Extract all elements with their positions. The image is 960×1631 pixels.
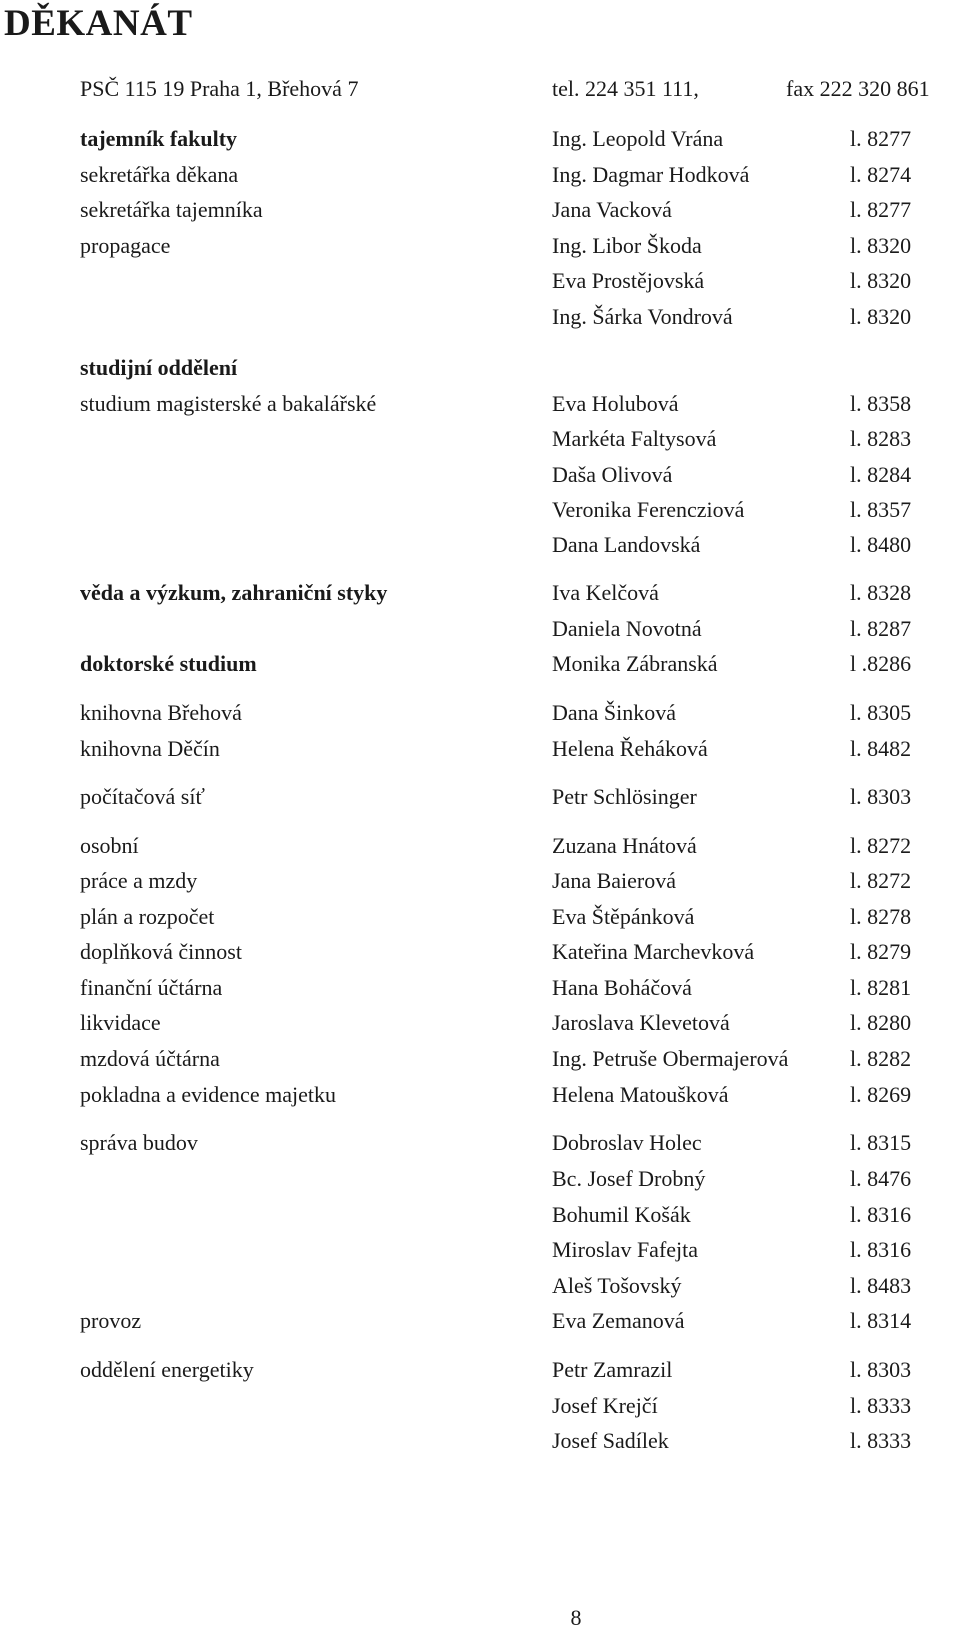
phone-extension: l .8286 bbox=[850, 651, 912, 676]
staff-name: Hana Boháčová bbox=[552, 975, 692, 1000]
page-number: 8 bbox=[570, 1605, 582, 1630]
department-label: studium magisterské a bakalářské bbox=[80, 391, 377, 416]
staff-name: Petr Zamrazil bbox=[552, 1357, 673, 1382]
phone-extension: l. 8280 bbox=[850, 1010, 912, 1035]
department-label: pokladna a evidence majetku bbox=[80, 1082, 336, 1107]
phone-extension: l. 8278 bbox=[850, 904, 912, 929]
directory-row bbox=[0, 1200, 960, 1230]
directory-row bbox=[0, 495, 960, 525]
phone-extension: l. 8482 bbox=[850, 736, 912, 761]
staff-name: Ing. Libor Škoda bbox=[552, 233, 702, 258]
staff-name: Dana Šinková bbox=[552, 700, 677, 725]
department-label: tajemník fakulty bbox=[80, 126, 238, 151]
directory-row bbox=[0, 530, 960, 560]
directory-row bbox=[0, 389, 960, 419]
directory-row bbox=[0, 1044, 960, 1074]
address-street: PSČ 115 19 Praha 1, Břehová 7 bbox=[80, 76, 359, 101]
department-label: plán a rozpočet bbox=[80, 904, 215, 929]
directory-row bbox=[0, 424, 960, 454]
staff-name: Dana Landovská bbox=[552, 532, 701, 557]
staff-name: Jaroslava Klevetová bbox=[552, 1010, 730, 1035]
staff-name: Josef Sadílek bbox=[552, 1428, 669, 1453]
directory-row bbox=[0, 1235, 960, 1265]
staff-name: Eva Prostějovská bbox=[552, 268, 705, 293]
staff-name: Daša Olivová bbox=[552, 462, 673, 487]
phone-extension: l. 8277 bbox=[850, 197, 912, 222]
directory-row bbox=[0, 1271, 960, 1301]
phone-extension: l. 8274 bbox=[850, 162, 912, 187]
directory-row bbox=[0, 973, 960, 1003]
phone-extension: l. 8281 bbox=[850, 975, 912, 1000]
phone-extension: l. 8320 bbox=[850, 233, 912, 258]
staff-name: Bohumil Košák bbox=[552, 1202, 691, 1227]
directory-row bbox=[0, 1008, 960, 1038]
directory-row bbox=[0, 1391, 960, 1421]
phone-extension: l. 8480 bbox=[850, 532, 912, 557]
staff-name: Aleš Tošovský bbox=[552, 1273, 682, 1298]
directory-row bbox=[0, 353, 960, 383]
directory-row bbox=[0, 1355, 960, 1385]
directory-row bbox=[0, 937, 960, 967]
staff-name: Dobroslav Holec bbox=[552, 1130, 702, 1155]
staff-name: Monika Zábranská bbox=[552, 651, 718, 676]
department-label: knihovna Břehová bbox=[80, 700, 242, 725]
department-label: osobní bbox=[80, 833, 139, 858]
directory-row bbox=[0, 831, 960, 861]
staff-name: Zuzana Hnátová bbox=[552, 833, 697, 858]
directory-row bbox=[0, 231, 960, 261]
staff-name: Markéta Faltysová bbox=[552, 426, 717, 451]
department-label: oddělení energetiky bbox=[80, 1357, 254, 1382]
page-title: DĚKANÁT bbox=[4, 3, 193, 44]
staff-name: Jana Baierová bbox=[552, 868, 676, 893]
directory-row bbox=[0, 578, 960, 608]
staff-name: Ing. Leopold Vrána bbox=[552, 126, 724, 151]
staff-name: Eva Holubová bbox=[552, 391, 679, 416]
directory-row bbox=[0, 1306, 960, 1336]
staff-name: Ing. Petruše Obermajerová bbox=[552, 1046, 789, 1071]
staff-name: Eva Zemanová bbox=[552, 1308, 685, 1333]
phone-extension: l. 8272 bbox=[850, 833, 912, 858]
staff-name: Ing. Šárka Vondrová bbox=[552, 304, 733, 329]
staff-name: Helena Řeháková bbox=[552, 736, 708, 761]
phone-extension: l. 8287 bbox=[850, 616, 912, 641]
department-label: sekretářka děkana bbox=[80, 162, 239, 187]
phone-extension: l. 8284 bbox=[850, 462, 912, 487]
phone-extension: l. 8320 bbox=[850, 304, 912, 329]
address-row bbox=[0, 74, 960, 104]
staff-name: Daniela Novotná bbox=[552, 616, 702, 641]
phone-extension: l. 8279 bbox=[850, 939, 912, 964]
directory-row bbox=[0, 160, 960, 190]
department-label: správa budov bbox=[80, 1130, 198, 1155]
staff-name: Miroslav Fafejta bbox=[552, 1237, 699, 1262]
staff-name: Jana Vacková bbox=[552, 197, 672, 222]
directory-row bbox=[0, 649, 960, 679]
phone-extension: l. 8282 bbox=[850, 1046, 912, 1071]
department-label: provoz bbox=[80, 1308, 142, 1333]
directory-row bbox=[0, 902, 960, 932]
department-label: studijní oddělení bbox=[80, 355, 238, 380]
phone-extension: l. 8269 bbox=[850, 1082, 912, 1107]
staff-name: Helena Matoušková bbox=[552, 1082, 729, 1107]
directory-row bbox=[0, 698, 960, 728]
department-label: sekretářka tajemníka bbox=[80, 197, 263, 222]
staff-name: Kateřina Marchevková bbox=[552, 939, 755, 964]
directory-row bbox=[0, 866, 960, 896]
staff-name: Petr Schlösinger bbox=[552, 784, 697, 809]
phone-extension: l. 8333 bbox=[850, 1393, 912, 1418]
directory-row bbox=[0, 302, 960, 332]
department-label: propagace bbox=[80, 233, 171, 258]
phone-extension: l. 8320 bbox=[850, 268, 912, 293]
phone-extension: l. 8476 bbox=[850, 1166, 912, 1191]
phone-extension: l. 8358 bbox=[850, 391, 912, 416]
directory-row bbox=[0, 195, 960, 225]
phone-extension: l. 8314 bbox=[850, 1308, 912, 1333]
directory-row bbox=[0, 266, 960, 296]
department-label: knihovna Děčín bbox=[80, 736, 220, 761]
staff-name: Bc. Josef Drobný bbox=[552, 1166, 706, 1191]
directory-row bbox=[0, 460, 960, 490]
department-label: práce a mzdy bbox=[80, 868, 198, 893]
phone-extension: l. 8316 bbox=[850, 1237, 912, 1262]
staff-name: Eva Štěpánková bbox=[552, 904, 695, 929]
directory-row bbox=[0, 1164, 960, 1194]
phone-extension: l. 8333 bbox=[850, 1428, 912, 1453]
department-label: finanční účtárna bbox=[80, 975, 223, 1000]
phone-extension: l. 8303 bbox=[850, 1357, 912, 1382]
directory-row bbox=[0, 1128, 960, 1158]
address-phone: tel. 224 351 111, bbox=[552, 76, 699, 101]
directory-row bbox=[0, 1426, 960, 1456]
staff-name: Iva Kelčová bbox=[552, 580, 659, 605]
directory-row bbox=[0, 1080, 960, 1110]
phone-extension: l. 8328 bbox=[850, 580, 912, 605]
directory-row bbox=[0, 782, 960, 812]
staff-name: Josef Krejčí bbox=[552, 1393, 658, 1418]
department-label: mzdová účtárna bbox=[80, 1046, 220, 1071]
staff-name: Veronika Ferencziová bbox=[552, 497, 745, 522]
phone-extension: l. 8316 bbox=[850, 1202, 912, 1227]
directory-row bbox=[0, 734, 960, 764]
address-fax: fax 222 320 861 bbox=[786, 76, 930, 101]
phone-extension: l. 8272 bbox=[850, 868, 912, 893]
phone-extension: l. 8303 bbox=[850, 784, 912, 809]
phone-extension: l. 8277 bbox=[850, 126, 912, 151]
phone-extension: l. 8483 bbox=[850, 1273, 912, 1298]
department-label: věda a výzkum, zahraniční styky bbox=[80, 580, 388, 605]
phone-extension: l. 8357 bbox=[850, 497, 912, 522]
phone-extension: l. 8305 bbox=[850, 700, 912, 725]
department-label: doktorské studium bbox=[80, 651, 257, 676]
department-label: počítačová síť bbox=[80, 784, 205, 809]
department-label: doplňková činnost bbox=[80, 939, 242, 964]
directory-row bbox=[0, 124, 960, 154]
phone-extension: l. 8283 bbox=[850, 426, 912, 451]
department-label: likvidace bbox=[80, 1010, 161, 1035]
staff-name: Ing. Dagmar Hodková bbox=[552, 162, 750, 187]
phone-extension: l. 8315 bbox=[850, 1130, 912, 1155]
directory-row bbox=[0, 614, 960, 644]
